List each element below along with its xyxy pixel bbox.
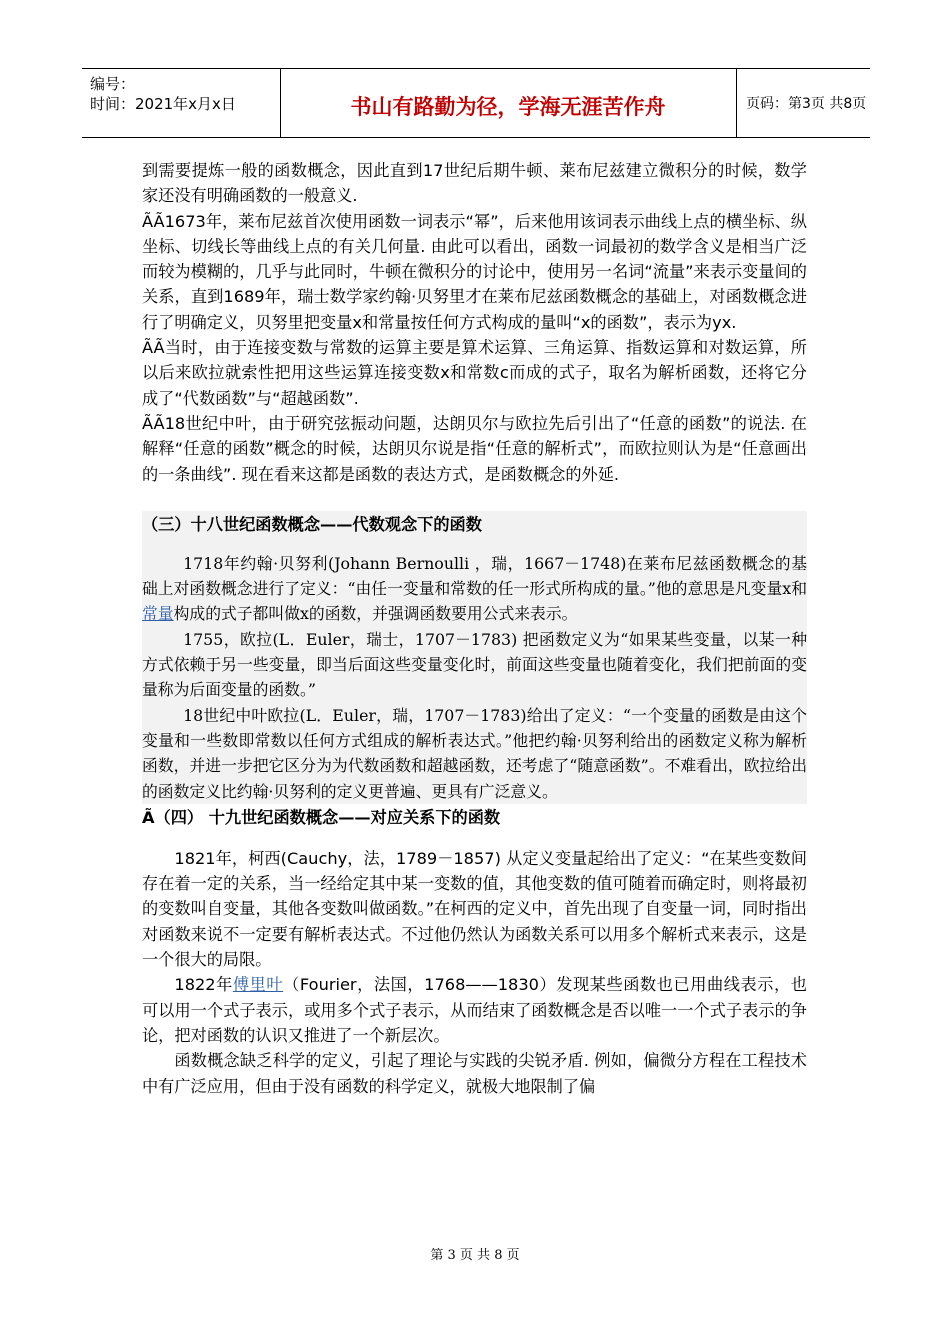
paragraph: ÃÃ1673年，莱布尼兹首次使用函数一词表示“幂”，后来他用该词表示曲线上点的横坐标、纵坐标、切线长等曲线上点的有关几何量. 由此可以看出，函数一词最初的数学含义是相当广泛而较为模糊的，几乎与此同时，牛顿在微积分的讨论中，使用另一名词“流量”来表示变量间的关系，直到1689年，瑞士数学家约翰·贝努里才在莱布尼兹函数概念的基础上，对函数概念进行了明确定义，贝努里把变量x和常量按任何方式构成的量叫“x的函数”，表示为yx. [142,211,807,332]
paragraph: 函数概念缺乏科学的定义，引起了理论与实践的尖锐矛盾. 例如，偏微分方程在工程技术中有广泛应用，但由于没有函数的科学定义，就极大地限制了偏 [142,1051,807,1096]
page-footer: 第 3 页 共 8 页 [430,1248,520,1263]
paragraph: 到需要提炼一般的函数概念，因此直到17世纪后期牛顿、莱布尼兹建立微积分的时候，数学家还没有明确函数的一般意义. [142,161,807,206]
header-info-cell [82,69,281,137]
paragraph: 1822年傅里叶（Fourier，法国，1768——1830）发现某些函数也已用曲线表示，也可以用一个式子表示，或用多个式子表示，从而结束了函数概念是否以唯一一个式子表示的争论，把对函数的认识又推进了一个新层次。 [142,975,807,1045]
document-number: 编号： [90,75,136,93]
paragraph: 1718年约翰·贝努利(Johann Bernoulli ，瑞，1667－1748)在莱布尼兹函数概念的基础上对函数概念进行了定义：“由任一变量和常数的任一形式所构成的量。”他的意思是凡变量x和常量构成的式子都叫做x的函数，并强调函数要用公式来表示。 [142,553,807,624]
header-motto-cell [280,69,737,137]
paragraph: 1755，欧拉(L．Euler，瑞士，1707－1783) 把函数定义为“如果某些变量，以某一种方式依赖于另一些变量，即当后面这些变量变化时，前面这些变量也随着变化，我们把前面的变量称为后面变量的函数。” [142,629,807,700]
header-page-cell [738,69,870,137]
document-time: 时间：2021年x月x日 [90,95,236,113]
section-3-block [142,511,807,804]
header-motto: 书山有路勤为径，学海无涯苦作舟 [350,95,666,119]
header-table [82,68,870,138]
paragraph: ÃÃ18世纪中叶，由于研究弦振动问题，达朗贝尔与欧拉先后引出了“任意的函数”的说法. 在解释“任意的函数”概念的时候，达朗贝尔说是指“任意的解析式”，而欧拉则认为是“任意画出的一条曲线”. 现在看来这都是函数的表达方式，是函数概念的外延. [142,413,807,484]
document-body [142,158,807,1099]
paragraph: 1821年，柯西(Cauchy，法，1789－1857) 从定义变量起给出了定义：“在某些变数间存在着一定的关系，当一经给定其中某一变数的值，其他变数的值可随着而确定时，则将最初的变数叫自变量，其他各变数叫做函数。”在柯西的定义中，首先出现了自变量一词，同时指出对函数来说不一定要有解析表达式。不过他仍然认为函数关系可以用多个解析式来表示，这是一个很大的局限。 [142,848,807,970]
section-heading-4: Ã（四） 十九世纪函数概念——对应关系下的函数 [142,807,501,827]
header-page-number: 页码：第3页 共8页 [746,96,867,112]
paragraph: ÃÃ当时，由于连接变数与常数的运算主要是算术运算、三角运算、指数运算和对数运算，所以后来欧拉就索性把用这些运算连接变数x和常数c而成的式子，取名为解析函数，还将它分成了“代数函数”与“超越函数”. [142,338,807,408]
paragraph: 18世纪中叶欧拉(L．Euler，瑞，1707－1783)给出了定义：“一个变量的函数是由这个变量和一些数即常数以任何方式组成的解析表达式。”他把约翰·贝努利给出的函数定义称为解析函数，并进一步把它区分为为代数函数和超越函数，还考虑了“随意函数”。不难看出，欧拉给出的函数定义比约翰·贝努利的定义更普遍、更具有广泛意义。 [142,705,807,801]
constant-link[interactable]: 常量 [142,604,174,624]
section-heading-3: （三）十八世纪函数概念——代数观念下的函数 [142,514,482,534]
fourier-link[interactable]: 傅里叶 [232,975,284,995]
